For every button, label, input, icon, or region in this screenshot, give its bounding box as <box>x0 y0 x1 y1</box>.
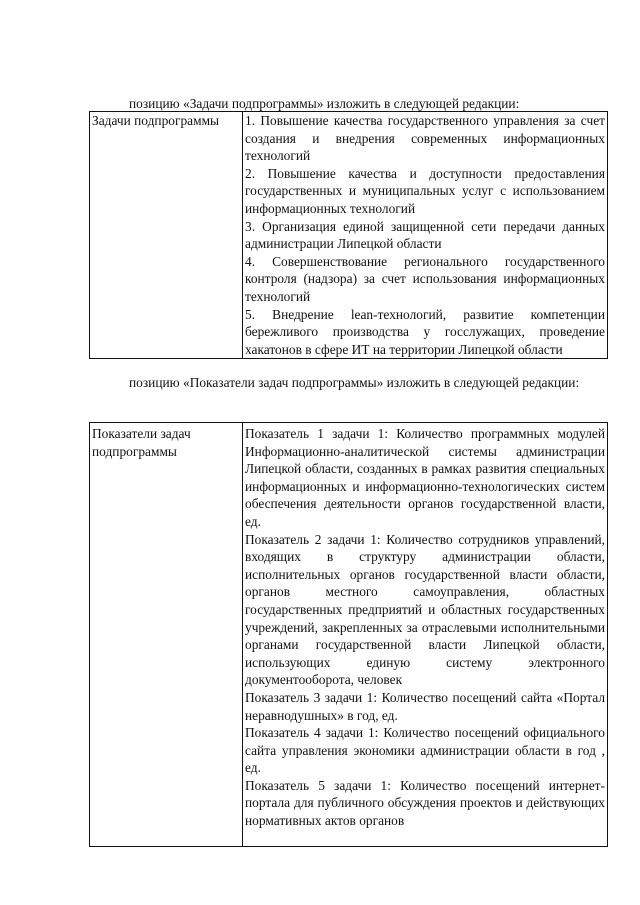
indicator-item: Показатель 2 задачи 1: Количество сотрудников управлений, входящих в структуру администрации области, исполнительных органов государственной власти области, органов местного самоуправления, областных государственных предприятий и областных государственных учреждений, закрепленных за отраслевыми исполнительными органами государственной власти Липецкой области, использующих единую систему электронного документооборота, человек <box>245 531 605 688</box>
task-item: 1. Повышение качества государственного управления за счет создания и внедрения современных информационных технологий <box>245 113 605 164</box>
tasks-value-cell <box>243 112 608 359</box>
table-row <box>90 423 608 847</box>
section1-intro: позицию «Задачи подпрограммы» изложить в следующей редакции: <box>129 96 520 111</box>
task-item: 4. Совершенствование регионального государственного контроля (надзора) за счет использования информационных технологий <box>245 253 605 304</box>
indicator-item: Показатель 3 задачи 1: Количество посещений сайта «Портал неравнодушных» в год, ед. <box>245 689 605 723</box>
indicators-value-cell <box>243 423 608 847</box>
indicators-label-cell: Показатели задач подпрограммы <box>90 423 243 847</box>
tasks-label-cell: Задачи подпрограммы <box>90 112 243 359</box>
tasks-table <box>89 111 608 359</box>
table-row <box>90 112 608 359</box>
section2-intro: позицию «Показатели задач подпрограммы» изложить в следующей редакции: <box>129 375 580 390</box>
indicator-item: Показатель 1 задачи 1: Количество программных модулей Информационно-аналитической системы администрации Липецкой области, созданных в рамках развития специальных информационных и информационно-технологических систем обеспечения деятельности органов государственной власти, ед. <box>245 426 605 529</box>
task-item: 3. Организация единой защищенной сети передачи данных администрации Липецкой области <box>245 218 605 252</box>
task-item: 2. Повышение качества и доступности предоставления государственных и муниципальных услуг с использованием информационных технологий <box>245 165 605 216</box>
task-item: 5. Внедрение lean-технологий, развитие компетенции бережливого производства у госслужащих, проведение хакатонов в сфере ИТ на территории Липецкой области <box>245 306 605 357</box>
indicator-item: Показатель 4 задачи 1: Количество посещений официального сайта управления экономики администрации области в год , ед. <box>245 725 605 776</box>
indicator-item: Показатель 5 задачи 1: Количество посещений интернет-портала для публичного обсуждения проектов и действующих нормативных актов органов <box>245 777 605 829</box>
indicators-table <box>89 422 608 847</box>
